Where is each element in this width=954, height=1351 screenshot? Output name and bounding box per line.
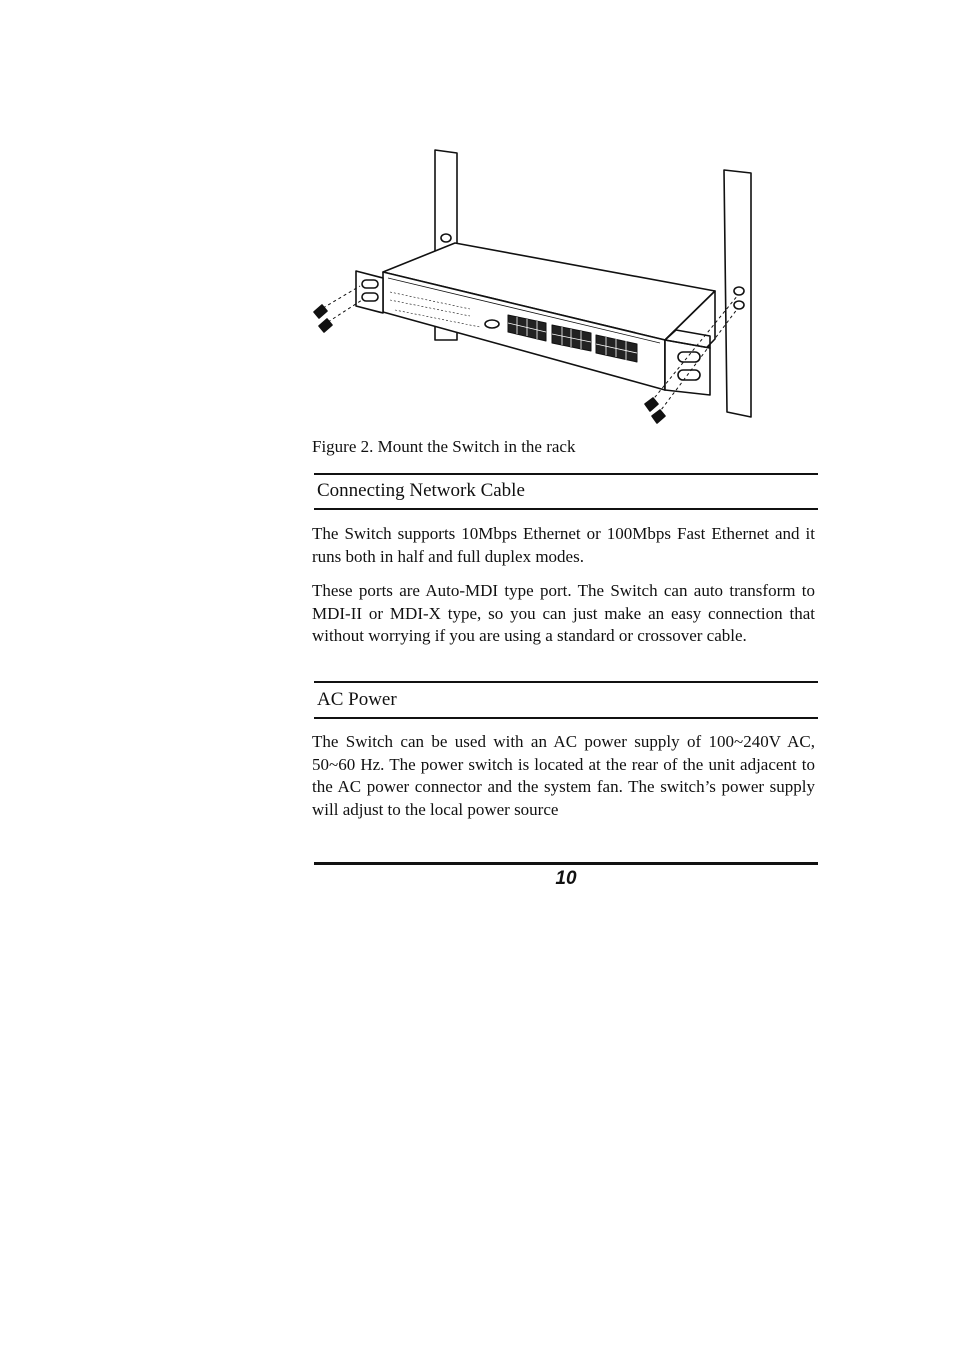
- section-rule-bottom: [314, 717, 818, 719]
- section-heading-ac-power: AC Power: [317, 689, 397, 710]
- paragraph: The Switch can be used with an AC power supply of 100~240V AC, 50~60 Hz. The power switch is located at the rear of the unit adjacent to the AC power connector and the system fan. The switch’s power supply will adjust to the local power source: [312, 732, 815, 819]
- paragraph: The Switch supports 10Mbps Ethernet or 100Mbps Fast Ethernet and it runs both in half and full duplex modes.: [312, 524, 815, 566]
- section-rule-top: [314, 473, 818, 475]
- section-rule-bottom: [314, 508, 818, 510]
- rack-mount-illustration: [300, 140, 770, 432]
- left-mounting-bracket: [356, 271, 383, 313]
- page-number: 10: [555, 868, 577, 889]
- footer-rule: [314, 862, 818, 865]
- section-rule-top: [314, 681, 818, 683]
- right-rack-post: [724, 170, 751, 417]
- section-heading-network-cable: Connecting Network Cable: [317, 480, 525, 501]
- paragraph: These ports are Auto-MDI type port. The Switch can auto transform to MDI-II or MDI-X type, so you can just make an easy connection that without worrying if you are using a standard or crossover cable.: [312, 581, 815, 645]
- figure-caption: Figure 2. Mount the Switch in the rack: [312, 437, 576, 456]
